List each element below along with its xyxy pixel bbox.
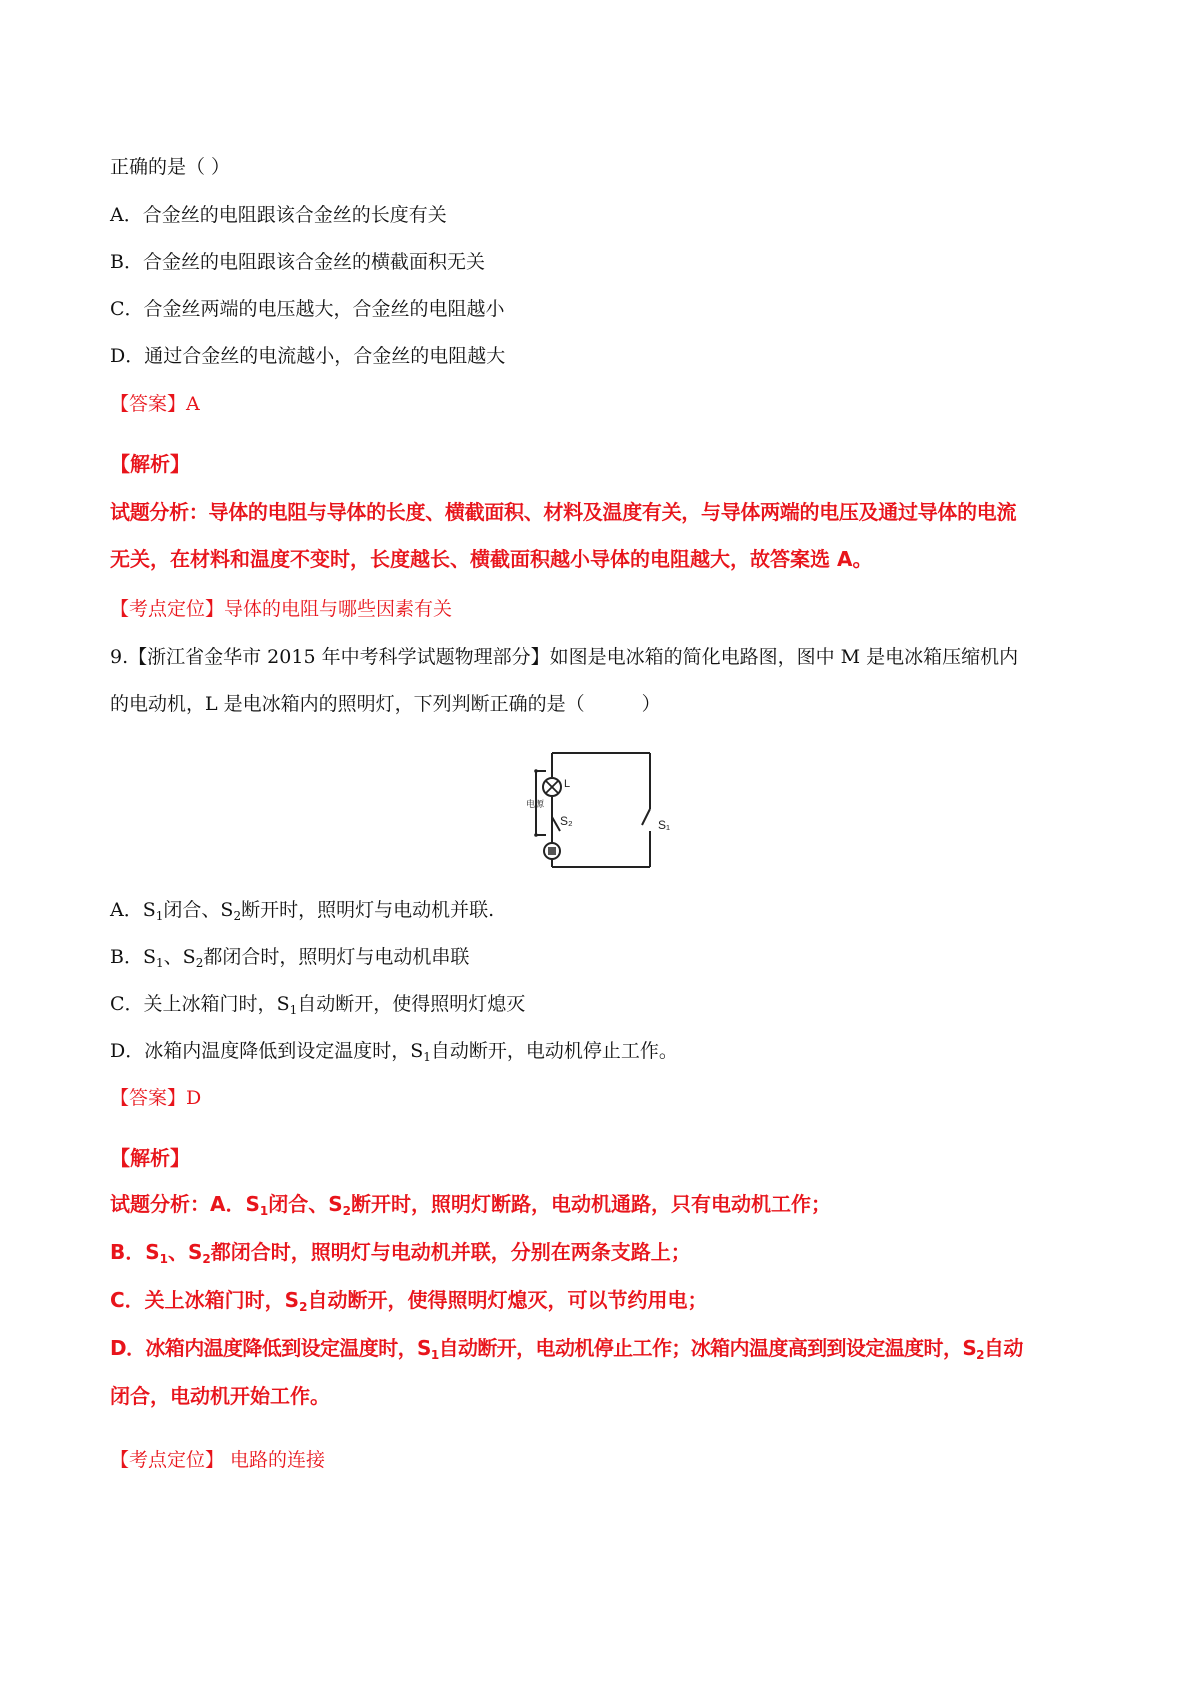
analysis-text: 断开时，照明灯断路，电动机通路，只有电动机工作； bbox=[351, 1192, 832, 1216]
q9-answer bbox=[110, 1086, 201, 1110]
subscript: 1 bbox=[289, 1003, 298, 1017]
q9-knowledge-point bbox=[110, 1448, 325, 1472]
subscript: 2 bbox=[342, 1204, 352, 1218]
option-text: 关上冰箱门时， bbox=[143, 993, 277, 1015]
q9-analysis-line-3 bbox=[110, 1288, 707, 1319]
analysis-text: C．关上冰箱门时，S bbox=[110, 1288, 300, 1312]
q9-analysis-line-2 bbox=[110, 1240, 691, 1271]
option-text: 闭合、 bbox=[163, 899, 221, 921]
subscript: 2 bbox=[976, 1348, 984, 1362]
subscript: 1 bbox=[159, 1252, 169, 1266]
option-label: D． bbox=[110, 1040, 145, 1062]
subscript: 2 bbox=[233, 909, 242, 923]
answer-value: D bbox=[186, 1087, 202, 1109]
switch-symbol: S bbox=[276, 993, 290, 1015]
option-text: 通过合金丝的电流越小，合金丝的电阻越大 bbox=[144, 345, 506, 367]
analysis-text: 、S bbox=[168, 1240, 203, 1264]
option-text: 自动断开，电动机停止工作。 bbox=[430, 1040, 678, 1062]
option-text: 合金丝两端的电压越大，合金丝的电阻越小 bbox=[143, 298, 505, 320]
q8-option-c bbox=[110, 297, 505, 321]
lamp-label: L bbox=[564, 778, 571, 790]
kp-text: 导体的电阻与哪些因素有关 bbox=[224, 598, 453, 620]
analysis-text: 试题分析：A．S bbox=[110, 1192, 260, 1216]
switch-symbol: S bbox=[410, 1040, 424, 1062]
q8-knowledge-point bbox=[110, 597, 452, 621]
motor-symbol bbox=[544, 843, 560, 859]
subscript: 2 bbox=[299, 1300, 308, 1314]
q8-option-a bbox=[110, 203, 447, 227]
q8-stem-tail: 正确的是（ ） bbox=[110, 156, 231, 178]
option-text: 、 bbox=[163, 946, 183, 968]
switch-symbol: S bbox=[142, 946, 156, 968]
kp-text: 电路的连接 bbox=[224, 1449, 326, 1471]
q8-analysis-tag: 【解析】 bbox=[110, 452, 190, 476]
subscript: 1 bbox=[259, 1204, 269, 1218]
analysis-text: 都闭合时，照明灯与电动机并联，分别在两条支路上； bbox=[210, 1240, 691, 1264]
option-text: 自动断开，使得照明灯熄灭 bbox=[297, 993, 526, 1015]
switch-symbol: S bbox=[220, 899, 234, 921]
option-label: B． bbox=[110, 251, 143, 273]
option-label: B． bbox=[110, 946, 143, 968]
option-label: A． bbox=[110, 899, 143, 921]
q8-answer bbox=[110, 392, 200, 416]
s1-label: S₁ bbox=[658, 818, 671, 832]
analysis-text: 自动断开，使得照明灯熄灭，可以节约用电； bbox=[307, 1288, 708, 1312]
subscript: 1 bbox=[430, 1348, 439, 1362]
q9-option-d bbox=[110, 1039, 678, 1069]
lamp-symbol bbox=[543, 778, 561, 796]
q9-stem-line-2: 的电动机，L 是电冰箱内的照明灯，下列判断正确的是（ ） bbox=[110, 693, 661, 715]
q9-option-c bbox=[110, 992, 525, 1022]
subscript: 1 bbox=[156, 956, 164, 970]
analysis-text: D．冰箱内温度降低到设定温度时，S bbox=[110, 1336, 431, 1360]
q8-analysis-line-1: 试题分析：导体的电阻与导体的长度、横截面积、材料及温度有关，与导体两端的电压及通过导体的电流 bbox=[110, 500, 1017, 524]
answer-tag: 【答案】 bbox=[110, 1087, 187, 1109]
option-text: 合金丝的电阻跟该合金丝的长度有关 bbox=[142, 204, 447, 226]
option-label: A． bbox=[110, 204, 143, 226]
q9-analysis-tag: 【解析】 bbox=[110, 1146, 190, 1170]
option-text: 冰箱内温度降低到设定温度时， bbox=[144, 1040, 411, 1062]
q8-option-d bbox=[110, 344, 505, 368]
q9-option-b bbox=[110, 945, 469, 975]
q9-option-a bbox=[110, 898, 494, 928]
subscript: 1 bbox=[155, 909, 164, 923]
option-text: 都闭合时，照明灯与电动机串联 bbox=[203, 946, 470, 968]
analysis-text: B．S bbox=[110, 1240, 160, 1264]
q9-number: 9. bbox=[110, 646, 129, 668]
kp-tag: 【考点定位】 bbox=[110, 1449, 225, 1471]
q9-analysis-line-4 bbox=[110, 1336, 1023, 1367]
q9-stem-line-1 bbox=[110, 645, 1018, 669]
analysis-text: 自动 bbox=[983, 1336, 1023, 1360]
analysis-text: 自动断开，电动机停止工作；冰箱内温度高到到设定温度时，S bbox=[438, 1336, 977, 1360]
q9-stem-text: 如图是电冰箱的简化电路图，图中 M 是电冰箱压缩机内 bbox=[549, 646, 1019, 668]
q8-analysis-line-2: 无关，在材料和温度不变时，长度越长、横截面积越小导体的电阻越大，故答案选 A。 bbox=[110, 547, 873, 571]
kp-tag: 【考点定位】 bbox=[110, 598, 225, 620]
s2-label: S₂ bbox=[560, 814, 573, 828]
subscript: 1 bbox=[423, 1050, 431, 1064]
switch-symbol: S bbox=[182, 946, 196, 968]
q9-source: 【浙江省金华市 2015 年中考科学试题物理部分】 bbox=[128, 646, 550, 668]
option-text: 断开时，照明灯与电动机并联. bbox=[241, 899, 495, 921]
circuit-diagram bbox=[526, 745, 680, 875]
q8-option-b bbox=[110, 250, 485, 274]
answer-tag: 【答案】 bbox=[110, 393, 187, 415]
option-label: C． bbox=[110, 298, 144, 320]
analysis-text: 闭合、S bbox=[268, 1192, 343, 1216]
subscript: 2 bbox=[195, 956, 204, 970]
source-label: 电源 bbox=[526, 800, 545, 810]
q9-analysis-line-1 bbox=[110, 1192, 831, 1223]
option-text: 合金丝的电阻跟该合金丝的横截面积无关 bbox=[142, 251, 485, 273]
answer-value: A bbox=[186, 393, 200, 415]
switch-symbol: S bbox=[142, 899, 156, 921]
subscript: 2 bbox=[202, 1252, 211, 1266]
option-label: C． bbox=[110, 993, 144, 1015]
q9-analysis-line-5: 闭合，电动机开始工作。 bbox=[110, 1384, 330, 1408]
option-label: D． bbox=[110, 345, 145, 367]
